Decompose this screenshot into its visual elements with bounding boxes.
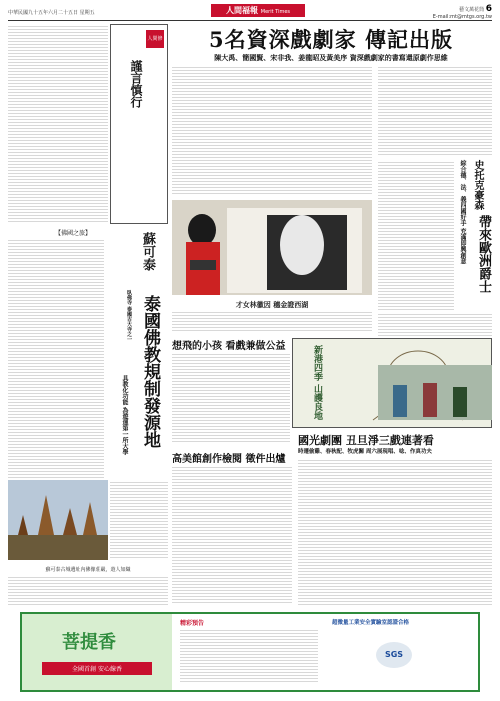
sgs-badge: SGS — [376, 642, 412, 668]
exhibition-photo — [172, 200, 372, 295]
page-number: 6 — [485, 4, 492, 14]
left-text-column-top — [8, 24, 108, 224]
stage-photo — [378, 365, 492, 420]
column-badge: 人間修行 — [146, 30, 164, 48]
ad-right-panel — [326, 614, 478, 690]
feature-title: 5名資深戲劇家 傳記出版 — [209, 27, 453, 52]
masthead-logo — [211, 4, 305, 17]
temple-sub-title: 具教化功能 為遊運第一所大學 — [121, 375, 128, 456]
section-email: E-mail:mt@mtgs.org.tw — [432, 14, 492, 20]
ad-promo-text — [180, 628, 318, 684]
issue-date: 中華民國九十五年六月二十五日 星期五 — [8, 10, 95, 16]
headline-kids: 想飛的小孩 看戲兼做公益 — [172, 341, 286, 352]
advertisement — [20, 612, 480, 692]
headline-museum: 高美館創作檢閱 徵件出爐 — [172, 454, 286, 465]
ad-middle-panel — [174, 614, 324, 690]
right-text-mid — [378, 160, 454, 310]
temple-big-title: 泰國佛教規制發源地 — [140, 295, 160, 448]
feature-photo — [172, 200, 372, 295]
temple-text — [110, 480, 168, 560]
temple-caption: 蘇可泰古城遺址內佛像莊嚴，遊人如織 — [45, 567, 131, 573]
theatre-title: 國光劇團 丑旦淨三戲連著看 — [298, 434, 434, 447]
ad-promo-1: 精彩預告 — [180, 620, 205, 627]
calligraphy-text: 新港四季 山護良地 — [312, 345, 322, 421]
right-text-top — [378, 65, 492, 157]
theatre-text — [298, 458, 492, 606]
theatre-subtitle: 時遷偷雞、春秋配、牧虎關 周六展現唱、唸、作真功夫 — [298, 449, 432, 455]
museum-text — [172, 465, 292, 605]
right-heading-small: 史托克豪森 — [472, 160, 483, 210]
kids-text — [172, 352, 290, 444]
left-text-bottom — [8, 575, 168, 605]
page-header — [8, 4, 492, 20]
book-label: 【佛國之旅】 — [55, 230, 92, 237]
person-heading: 蘇可泰 — [140, 232, 155, 271]
ad-tagline: 全國首創 安心線香 — [42, 662, 152, 675]
header-rule — [8, 20, 492, 21]
ad-left-panel — [22, 614, 172, 690]
left-text-column-mid — [8, 238, 104, 478]
theatre-photo — [378, 365, 492, 420]
right-big-title: 帶來歐洲爵士 — [476, 215, 491, 293]
person-sub: 臥佛寺 泰國古大寺之一 — [126, 290, 132, 342]
temple-illustration — [8, 480, 108, 560]
section-info — [433, 4, 492, 20]
section-name: 藝文萬花筒 — [459, 7, 485, 13]
ad-promo-2: 超微量工業安全實驗室認證合格 — [332, 620, 410, 626]
feature-subtitle: 陳大禹、簡國賢、宋非我、姜龍昭及黃美序 資深戲劇家的書寫還原劇作思維 — [214, 54, 448, 62]
right-heading-sub: 綜合德、法、義四國好手 充滿即興創意 — [459, 160, 466, 265]
column-heading: 謹言慎行 — [129, 60, 143, 108]
left-feature-box — [110, 24, 168, 224]
photo-caption-text — [172, 310, 372, 332]
temple-photo — [8, 480, 108, 560]
feature-text — [172, 65, 372, 195]
photo-caption: 才女林徽因 穗金證西湖 — [235, 301, 309, 309]
ad-brand: 菩提香 — [62, 632, 116, 653]
masthead-sub: Merit Times — [260, 9, 291, 15]
masthead-title: 人間福報 — [225, 6, 258, 15]
